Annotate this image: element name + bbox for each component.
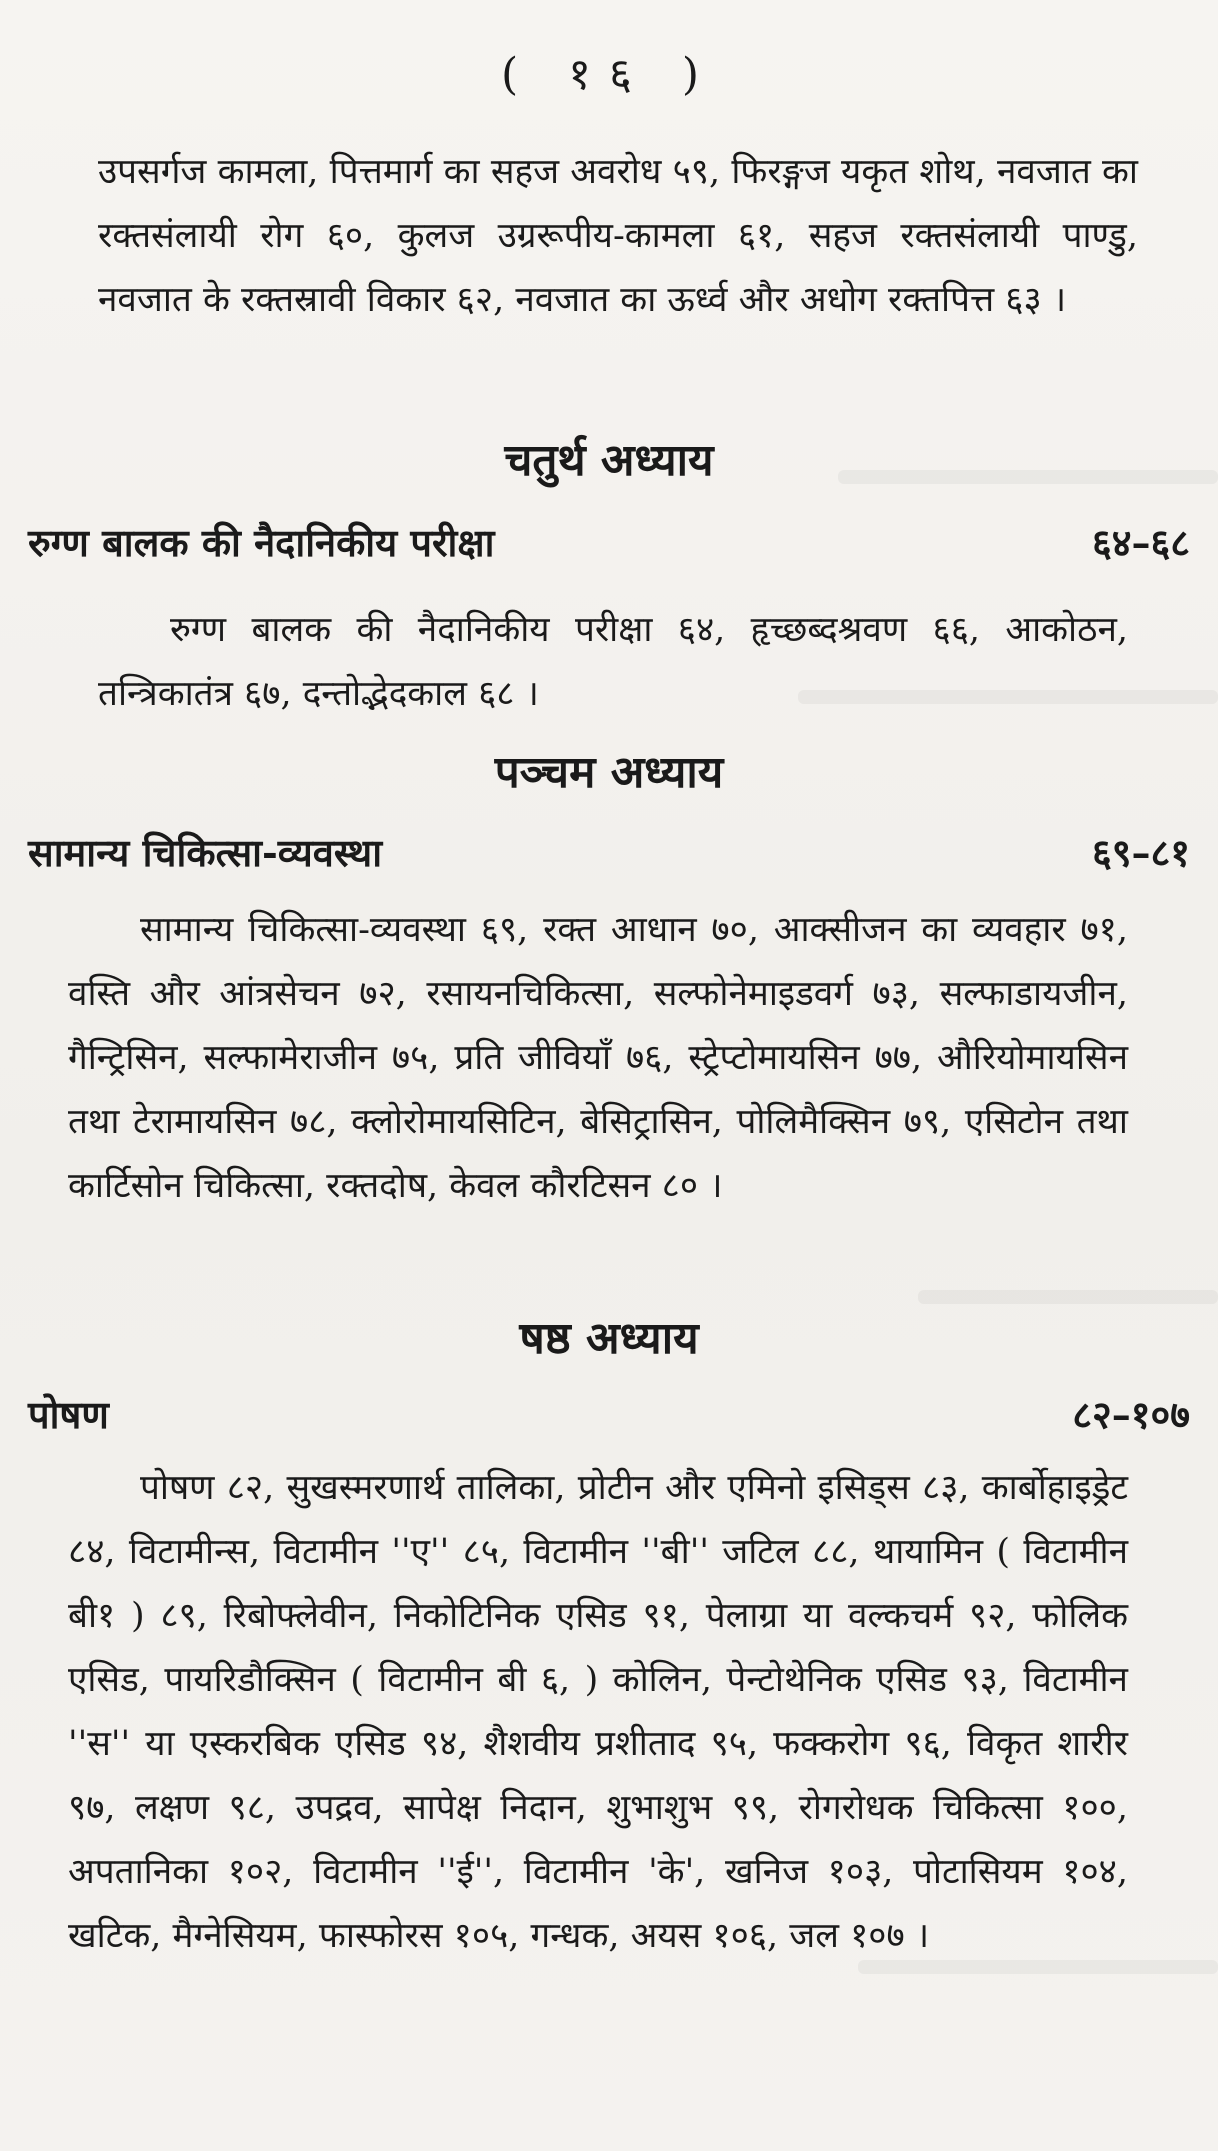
chapter5-topic: सामान्य चिकित्सा-व्यवस्था [28,830,383,875]
chapter6-heading: षष्ठ अध्याय [519,1313,699,1364]
chapter5-topic-row [28,826,1190,878]
chapter6-contents: पोषण ८२, सुखस्मरणार्थ तालिका, प्रोटीन और एमिनो इसिड्स ८३, कार्बोहाइड्रेट ८४, विटामीन्स, विटामीन ''ए'' ८५, विटामीन ''बी'' जटिल ८८, थायामिन ( विटामीन बी१ ) ८९, रिबोफ्लेवीन, निकोटिनिक एसिड ९१, पेलाग्रा या वल्कचर्म ९२, फोलिक एसिड, पायरिडौक्सिन ( विटामीन बी ६, ) कोलिन, पेन्टोथेनिक एसिड ९३, विटामीन ''स'' या एस्करबिक एसिड ९४, शैशवीय प्रशीताद ९५, फक्करोग ९६, विकृत शारीर ९७, लक्षण ९८, उपद्रव, सापेक्ष निदान, शुभाशुभ ९९, रोगरोधक चिकित्सा १००, अपतानिका १०२, विटामीन ''ई'', विटामीन 'के', खनिज १०३, पोटासियम १०४, खटिक, मैग्नेसियम, फास्फोरस १०५, गन्धक, अयस १०६, जल १०७ । [68,1468,1128,1956]
chapter4-topic-row [28,516,1190,568]
chapter5-contents: सामान्य चिकित्सा-व्यवस्था ६९, रक्त आधान ७०, आक्सीजन का व्यवहार ७१, वस्ति और आंत्रसेचन ७२, रसायनचिकित्सा, सल्फोनेमाइडवर्ग ७३, सल्फाडायजीन, गैन्ट्रिसिन, सल्फामेराजीन ७५, प्रति जीवियाँ ७६, स्ट्रेप्टोमायसिन ७७, औरियोमायसिन तथा टेरामायसिन ७८, क्लोरोमायसिटिन, बेसिट्रासिन, पोलिमैक्सिन ७९, एसिटोन तथा कार्टिसोन चिकित्सा, रक्तदोष, केवल कौरटिसन ८० । [68,910,1128,1206]
chapter4-heading: चतुर्थ अध्याय [504,435,714,486]
page-number: ( १६ ) [500,49,718,100]
chapter6-topic: पोषण [28,1392,109,1437]
chapter5-heading: पञ्चम अध्याय [494,747,724,798]
bleed-through-mark [918,1290,1218,1304]
intro-paragraph: उपसर्गज कामला, पित्तमार्ग का सहज अवरोध ५९, फिरङ्गज यकृत शोथ, नवजात का रक्तसंलायी रोग ६०, कुलज उग्ररूपीय-कामला ६१, सहज रक्तसंलायी पाण्डु, नवजात के रक्तस्रावी विकार ६२, नवजात का ऊर्ध्व और अधोग रक्तपित्त ६३ । [98,152,1138,320]
chapter6-topic-row [28,1388,1190,1440]
chapter5-page-range: ६९–८१ [1091,830,1190,875]
chapter4-page-range: ६४–६८ [1091,520,1190,565]
chapter4-contents: रुग्ण बालक की नैदानिकीय परीक्षा ६४, हृच्छब्दश्रवण ६६, आकोठन, तन्त्रिकातंत्र ६७, दन्तोद्भेदकाल ६८ । [98,610,1128,714]
chapter4-topic: रुग्ण बालक की नैदानिकीय परीक्षा [28,520,495,565]
chapter6-page-range: ८२–१०७ [1072,1392,1190,1437]
